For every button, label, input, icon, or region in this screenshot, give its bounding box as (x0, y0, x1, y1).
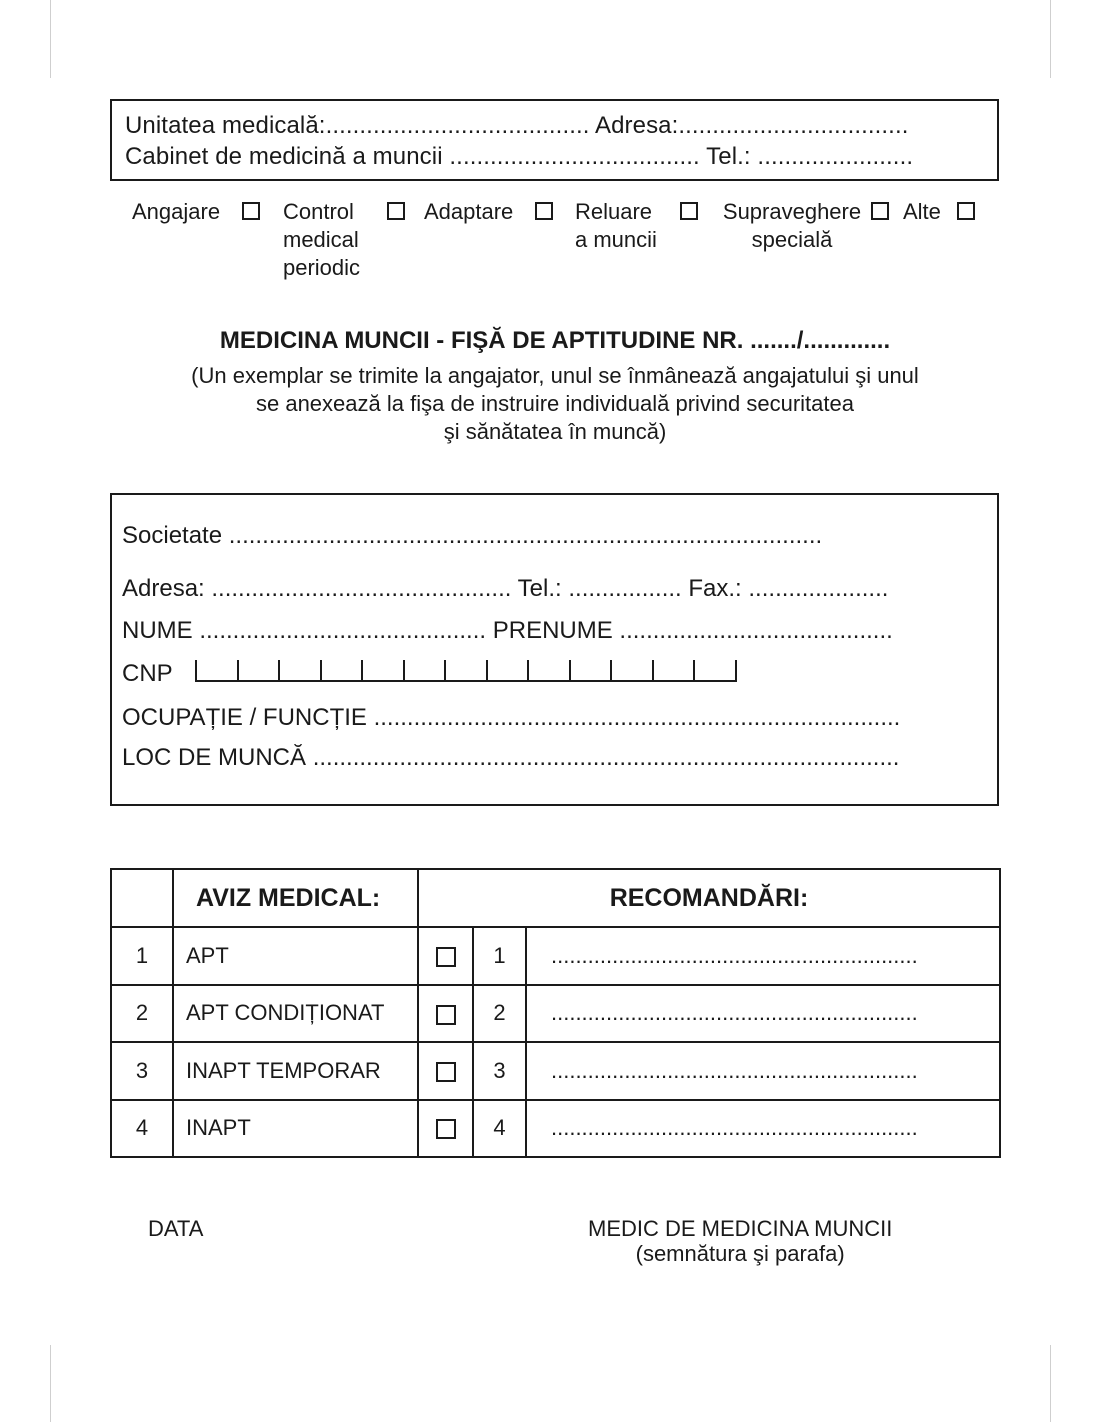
checkbox-alte[interactable] (957, 202, 975, 220)
exam-type-control (283, 198, 360, 282)
cnp-digit-separator (361, 660, 363, 680)
row-number: 1 (111, 927, 173, 984)
checkbox-inapt-temporar[interactable] (436, 1062, 456, 1082)
cabinet-line[interactable]: Cabinet de medicină a muncii ..................................... Tel.: ....................... (125, 143, 914, 170)
medical-unit-box (110, 99, 999, 181)
crop-mark (1050, 0, 1051, 78)
checkbox-reluare-a-muncii[interactable] (680, 202, 698, 220)
crop-mark (50, 1345, 51, 1422)
recommendation-field[interactable]: ............................................................ (526, 1100, 1000, 1157)
exam-type-reluare (575, 198, 657, 254)
nume-prenume-field[interactable]: NUME ........................................... PRENUME ......................................... (122, 617, 893, 644)
aviz-label: APT (173, 927, 418, 984)
doctor-label: MEDIC DE MEDICINA MUNCII (588, 1216, 893, 1241)
form-title: MEDICINA MUNCII - FIŞĂ DE APTITUDINE NR. ......./............. (219, 327, 891, 354)
cnp-digit-separator (610, 660, 612, 680)
recommendation-number: 1 (473, 927, 526, 984)
exam-type-label: Reluare (575, 199, 653, 224)
cnp-digit-separator (278, 660, 280, 680)
exam-type-label: Angajare (132, 199, 221, 224)
recommendation-field[interactable]: ............................................................ (526, 927, 1000, 984)
form-subtitle (0, 362, 1100, 446)
signature-note: (semnătura şi parafa) (635, 1241, 845, 1266)
row-number: 2 (111, 985, 173, 1042)
row-number: 4 (111, 1100, 173, 1157)
cnp-digit-separator (486, 660, 488, 680)
cnp-digit-separator (444, 660, 446, 680)
crop-mark (1050, 1345, 1051, 1422)
medical-opinion-table (110, 868, 1001, 1158)
checkbox-inapt[interactable] (436, 1119, 456, 1139)
exam-type-adaptare (424, 198, 513, 226)
date-label: DATA (148, 1216, 204, 1241)
cnp-input[interactable] (195, 660, 737, 682)
loc-de-munca-field[interactable]: LOC DE MUNCĂ ........................................................................................ (122, 744, 900, 771)
cnp-digit-separator (237, 660, 239, 680)
table-row (111, 927, 1000, 984)
medical-unit-line[interactable]: Unitatea medicală:....................................... Adresa:.................................. (125, 112, 909, 139)
ocupatie-field[interactable]: OCUPAȚIE / FUNCȚIE ............................................................................... (122, 704, 901, 731)
recomandari-header: RECOMANDĂRI: (418, 869, 1000, 927)
exam-type-alte (903, 198, 941, 226)
subtitle-line: şi sănătatea în muncă) (443, 419, 667, 444)
exam-type-options (0, 198, 1100, 288)
subtitle-line: (Un exemplar se trimite la angajator, unul se înmânează angajatului şi unul (191, 363, 919, 388)
cnp-digit-separator (527, 660, 529, 680)
aviz-label: INAPT TEMPORAR (173, 1042, 418, 1099)
recommendation-number: 2 (473, 985, 526, 1042)
checkbox-adaptare[interactable] (535, 202, 553, 220)
crop-mark (50, 0, 51, 78)
aviz-label: APT CONDIȚIONAT (173, 985, 418, 1042)
exam-type-label: medical (283, 227, 359, 252)
exam-type-label: periodic (283, 255, 361, 280)
exam-type-label: Supraveghere (722, 199, 862, 224)
aviz-label: INAPT (173, 1100, 418, 1157)
cnp-digit-separator (403, 660, 405, 680)
employee-info-box (110, 493, 999, 806)
checkbox-control-medical-periodic[interactable] (387, 202, 405, 220)
cnp-digit-separator (320, 660, 322, 680)
adresa-field[interactable]: Adresa: ............................................. Tel.: ................. Fax.: ..................... (122, 575, 889, 602)
exam-type-label: specială (751, 227, 833, 252)
table-header-row (111, 869, 1000, 927)
aviz-checkbox-cell (418, 985, 473, 1042)
checkbox-apt[interactable] (436, 947, 456, 967)
table-row (111, 1042, 1000, 1099)
exam-type-label: Alte (903, 199, 941, 224)
cnp-digit-separator (735, 660, 737, 680)
exam-type-angajare (132, 198, 220, 226)
cnp-digit-separator (693, 660, 695, 680)
row-number: 3 (111, 1042, 173, 1099)
cnp-digit-separator (195, 660, 197, 680)
checkbox-apt-conditionat[interactable] (436, 1005, 456, 1025)
aviz-checkbox-cell (418, 1100, 473, 1157)
cnp-digit-separator (652, 660, 654, 680)
cnp-label: CNP (122, 660, 173, 687)
exam-type-label: a muncii (575, 227, 657, 252)
aviz-medical-header: AVIZ MEDICAL: (173, 869, 418, 927)
societate-field[interactable]: Societate ......................................................................................... (122, 522, 823, 549)
recommendation-field[interactable]: ............................................................ (526, 985, 1000, 1042)
checkbox-supraveghere-speciala[interactable] (871, 202, 889, 220)
recommendation-number: 3 (473, 1042, 526, 1099)
checkbox-angajare[interactable] (242, 202, 260, 220)
exam-type-label: Control (283, 199, 354, 224)
table-row (111, 1100, 1000, 1157)
doctor-signature-block (588, 1216, 892, 1266)
table-row (111, 985, 1000, 1042)
exam-type-supraveghere (717, 198, 867, 254)
aviz-checkbox-cell (418, 927, 473, 984)
recommendation-number: 4 (473, 1100, 526, 1157)
aviz-checkbox-cell (418, 1042, 473, 1099)
subtitle-line: se anexează la fişa de instruire individuală privind securitatea (255, 391, 854, 416)
table-header-empty (111, 869, 173, 927)
cnp-digit-separator (569, 660, 571, 680)
exam-type-label: Adaptare (424, 199, 514, 224)
recommendation-field[interactable]: ............................................................ (526, 1042, 1000, 1099)
